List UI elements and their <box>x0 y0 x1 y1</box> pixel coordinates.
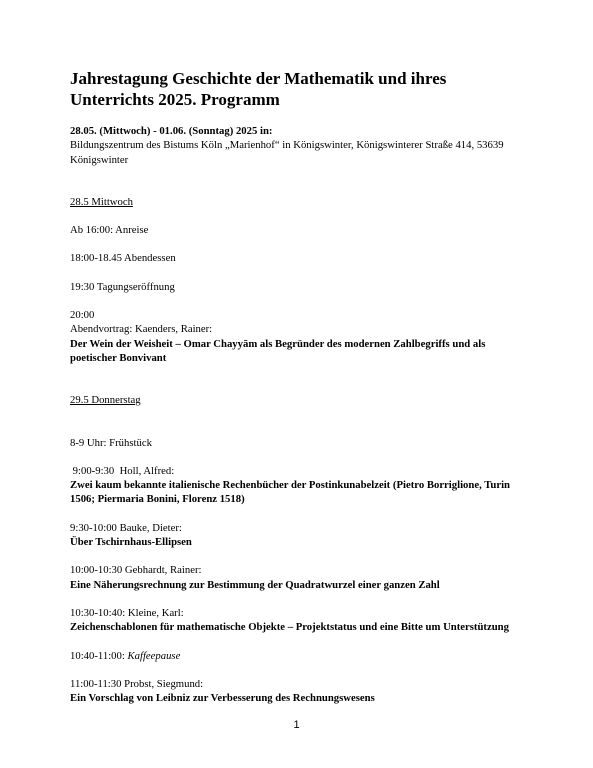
schedule-evening-speaker: Abendvortrag: Kaenders, Rainer: <box>70 323 213 336</box>
schedule-dinner: 18:00-18.45 Abendessen <box>70 252 176 265</box>
talk-5-speaker: 11:00-11:30 Probst, Siegmund: <box>70 677 204 690</box>
event-dates: 28.05. (Mittwoch) - 01.06. (Sonntag) 2025 in: <box>70 125 273 137</box>
talk-4-title: Zeichenschablonen für mathematische Objekte – Projektstatus und eine Bitte um Unterstützung <box>70 621 509 634</box>
schedule-evening-time: 20:00 <box>70 309 95 322</box>
event-venue: Bildungszentrum des Bistums Köln „Marienhof“ in Königswinter, Königswinterer Straße 414, 53639 Königswinter <box>70 139 504 166</box>
day-heading-wednesday: 28.5 Mittwoch <box>70 195 133 208</box>
talk-4-speaker: 10:30-10:40: Kleine, Karl: <box>70 606 184 619</box>
coffee-break <box>70 649 532 663</box>
schedule-breakfast: 8-9 Uhr: Frühstück <box>70 436 152 449</box>
program-page <box>70 68 532 705</box>
day-heading-thursday: 29.5 Donnerstag <box>70 394 141 407</box>
talk-2-speaker: 9:30-10:00 Bauke, Dieter: <box>70 521 182 534</box>
schedule-evening-title: Der Wein der Weisheit – Omar Chayyām als Begründer des modernen Zahlbegriffs und als poetischer Bonvivant <box>70 337 486 364</box>
page-number: 1 <box>293 719 300 731</box>
schedule-opening: 19:30 Tagungseröffnung <box>70 280 175 293</box>
talk-1-title: Zwei kaum bekannte italienische Rechenbücher der Postinkunabelzeit (Pietro Borriglione, Turin 1506; Piermaria Bonini, Florenz 1518) <box>70 479 510 506</box>
schedule-arrival: Ab 16:00: Anreise <box>70 224 149 237</box>
page-title: Jahrestagung Geschichte der Mathematik und ihres Unterrichts 2025. Programm <box>70 69 447 109</box>
talk-3-title: Eine Näherungsrechnung zur Bestimmung der Quadratwurzel einer ganzen Zahl <box>70 578 440 591</box>
coffee-break-time: 10:40-11:00: <box>70 649 128 662</box>
talk-3-speaker: 10:00-10:30 Gebhardt, Rainer: <box>70 564 202 577</box>
coffee-break-label: Kaffeepause <box>127 649 181 662</box>
talk-1-speaker: 9:00-9:30 Holl, Alfred: <box>70 464 175 477</box>
talk-2-title: Über Tschirnhaus-Ellipsen <box>70 536 192 549</box>
talk-5-title: Ein Vorschlag von Leibniz zur Verbesserung des Rechnungswesens <box>70 692 375 705</box>
